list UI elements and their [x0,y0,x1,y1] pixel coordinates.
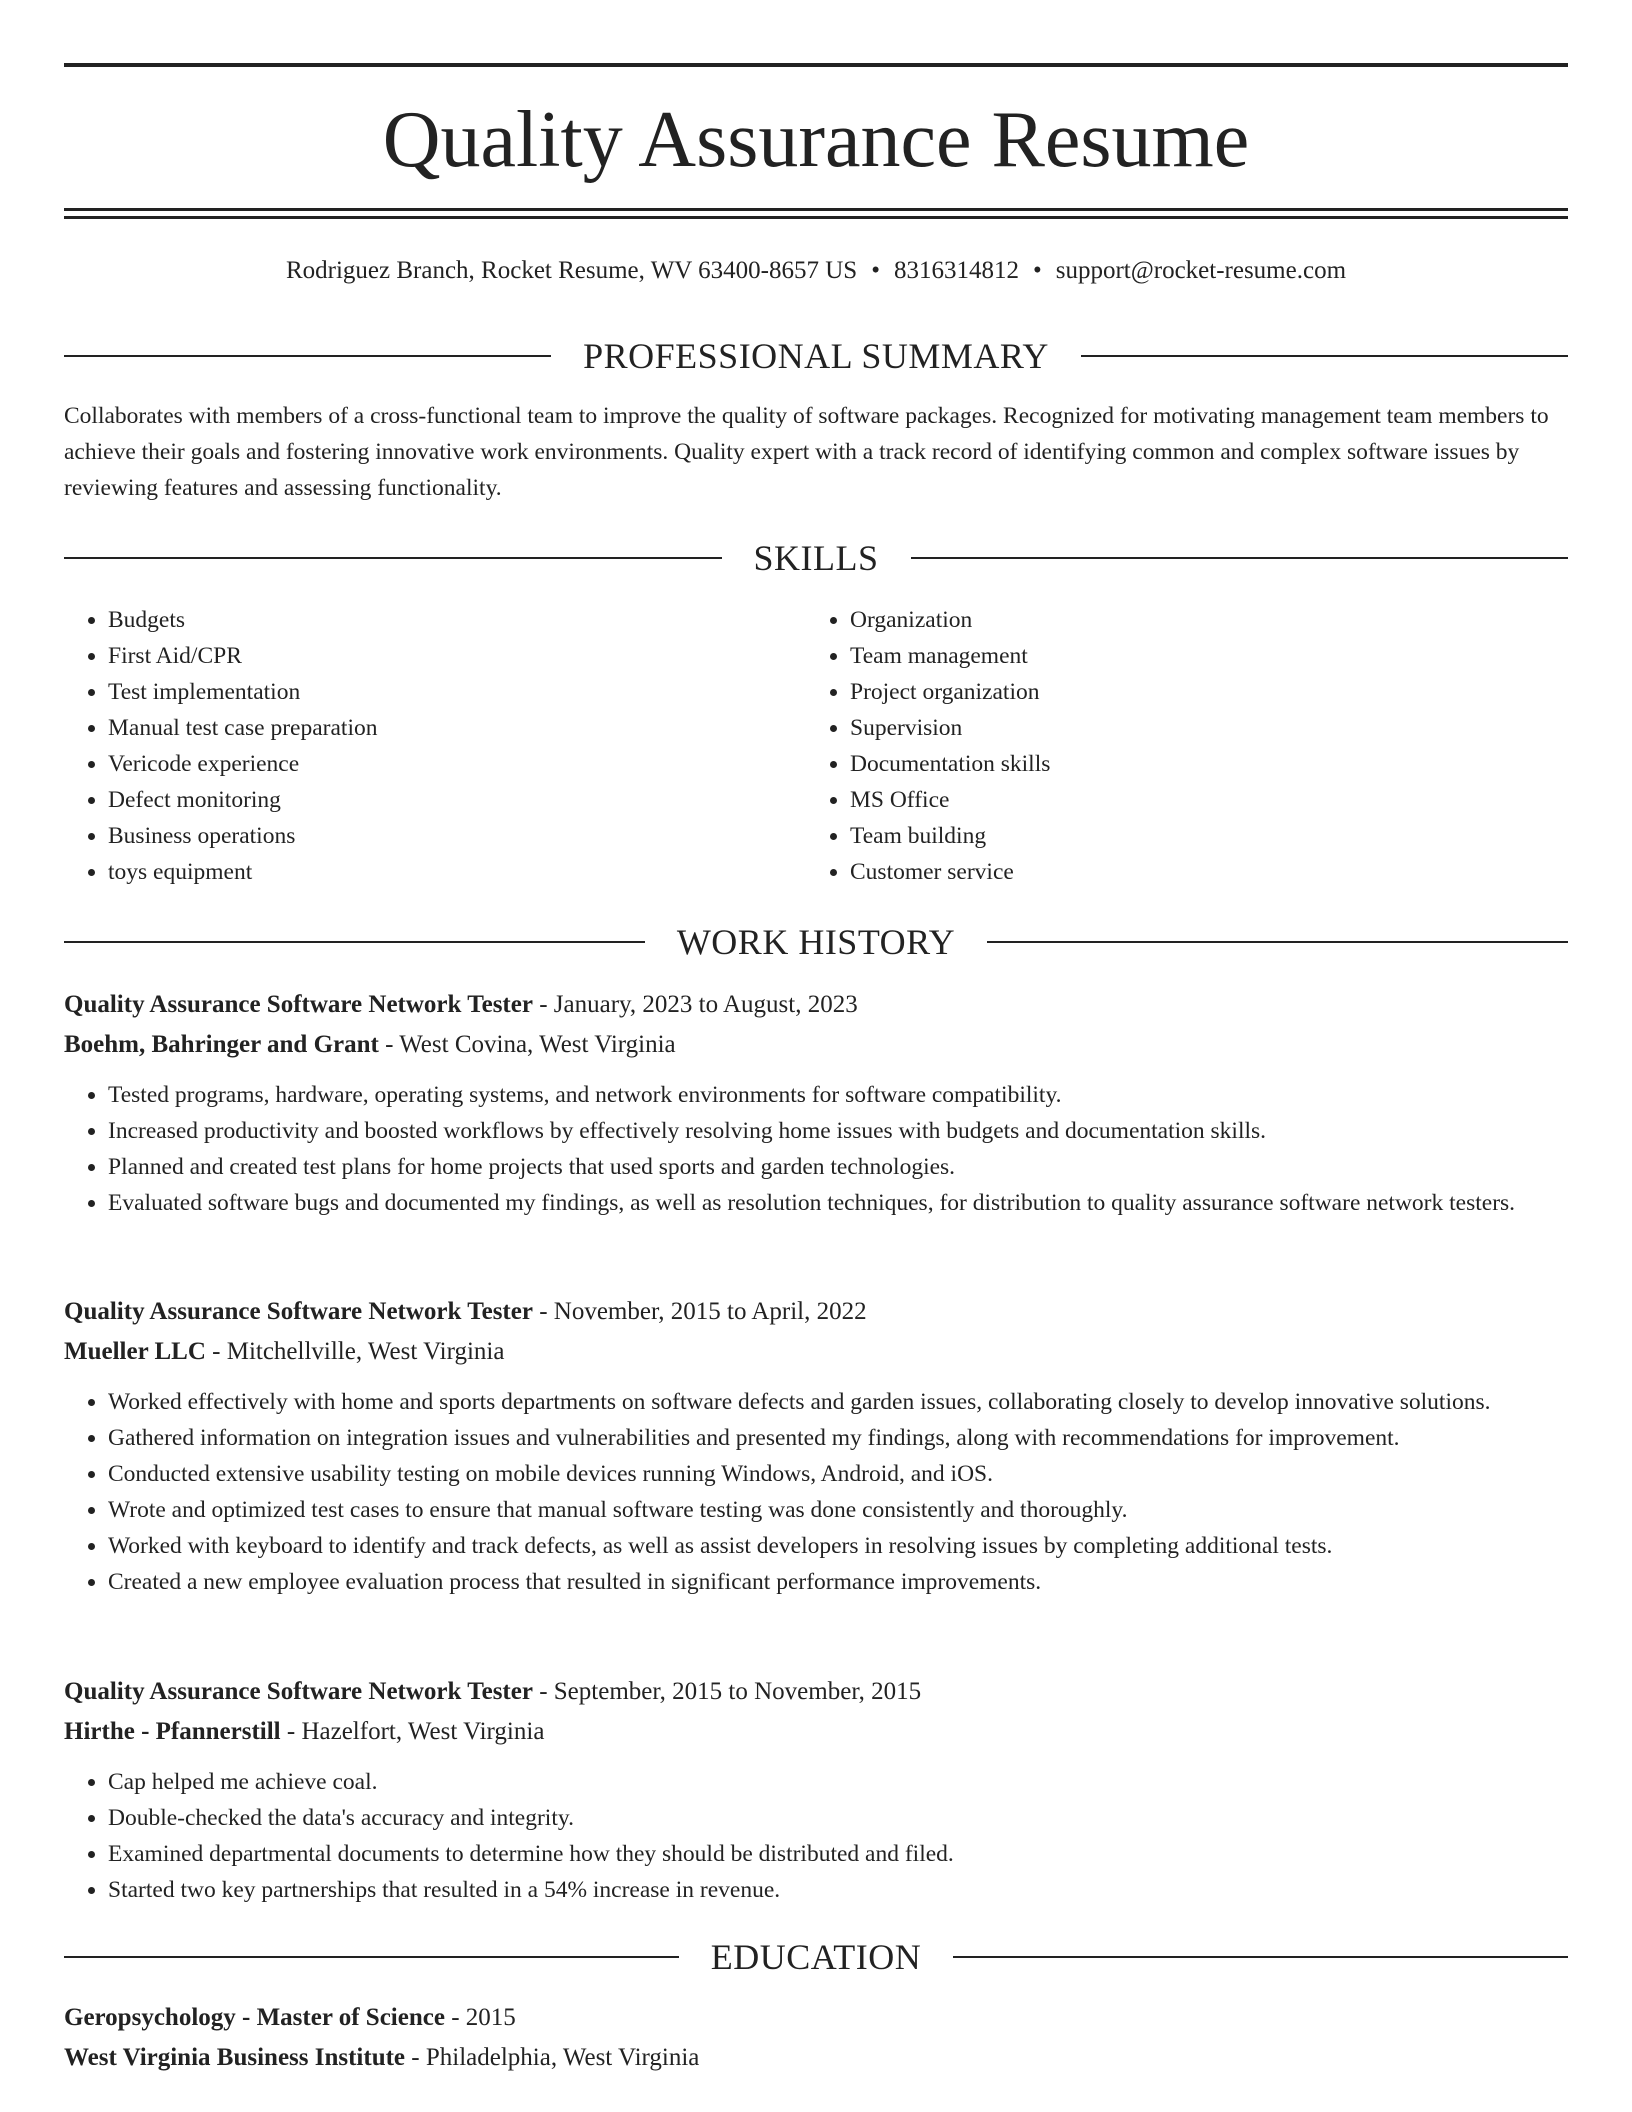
job-location: - West Covina, West Virginia [378,1031,676,1058]
job-bullet: • Worked effectively with home and sports departments on software defects and garden issues, collaborating closely to develop innovative solutions. [108,1384,1568,1420]
education-degree: Geropsychology - Master of Science [64,2004,445,2031]
job-title: Quality Assurance Software Network Tester [64,1298,533,1325]
education-school: West Virginia Business Institute [64,2044,406,2071]
job-bullet-list [64,1077,1568,1221]
skills-column-left [64,602,764,890]
job-title: Quality Assurance Software Network Tester [64,991,533,1018]
skills-column-right [806,602,1506,890]
skill-item: • Supervision [850,710,1506,746]
section-title: PROFESSIONAL SUMMARY [583,336,1049,376]
job-dates: - January, 2023 to August, 2023 [532,991,858,1018]
skill-item: • Documentation skills [850,746,1506,782]
summary-text: Collaborates with members of a cross-functional team to improve the quality of software packages. Recognized for motivating management team members to achieve their goals and fostering innovative work environments. Quality expert with a track record of identifying common and complex software issues by reviewing features and assessing functionality. [64,403,1549,501]
job-bullet: • Conducted extensive usability testing on mobile devices running Windows, Android, and iOS. [108,1456,1568,1492]
job-bullet: • Gathered information on integration issues and vulnerabilities and presented my findings, along with recommendations for improvement. [108,1420,1568,1456]
job-bullet: • Started two key partnerships that resulted in a 54% increase in revenue. [108,1872,1568,1908]
section-header-work-history [64,920,1568,964]
divider-line [64,1956,679,1958]
job-bullet: • Double-checked the data's accuracy and integrity. [108,1800,1568,1836]
section-header-education [64,1935,1568,1979]
education-location: - Philadelphia, West Virginia [405,2044,700,2071]
skill-item: • Project organization [850,674,1506,710]
job-company: Boehm, Bahringer and Grant [64,1031,379,1058]
skill-item: • Defect monitoring [108,782,764,818]
divider-line [911,557,1569,559]
job-bullet: • Cap helped me achieve coal. [108,1764,1568,1800]
skill-item: • Manual test case preparation [108,710,764,746]
contact-separator: • [1032,257,1042,284]
skill-item: • Team building [850,818,1506,854]
job-bullet: • Worked with keyboard to identify and track defects, as well as assist developers in resolving issues by completing additional tests. [108,1528,1568,1564]
job-entry [64,1672,1568,1908]
skill-item: • Customer service [850,854,1506,890]
title-rule-upper [64,208,1568,211]
divider-line [1081,355,1568,357]
job-location: - Hazelfort, West Virginia [280,1718,545,1745]
skill-item: • First Aid/CPR [108,638,764,674]
divider-line [64,355,551,357]
job-bullet: • Planned and created test plans for home projects that used sports and garden technologies. [108,1149,1568,1185]
job-title: Quality Assurance Software Network Tester [64,1678,533,1705]
education-year: - 2015 [444,2004,516,2031]
job-bullet-list [64,1384,1568,1600]
job-dates: - September, 2015 to November, 2015 [532,1678,922,1705]
section-header-summary [64,334,1568,378]
divider-line [953,1956,1568,1958]
job-bullet: • Examined departmental documents to determine how they should be distributed and filed. [108,1836,1568,1872]
job-bullet: • Tested programs, hardware, operating systems, and network environments for software compatibility. [108,1077,1568,1113]
divider-line [987,941,1568,943]
contact-email: support@rocket-resume.com [1055,257,1347,284]
section-header-skills [64,536,1568,580]
job-bullet: • Increased productivity and boosted workflows by effectively resolving home issues with budgets and documentation skills. [108,1113,1568,1149]
resume-title: Quality Assurance Resume [382,96,1250,184]
job-bullet: • Wrote and optimized test cases to ensure that manual software testing was done consistently and thoroughly. [108,1492,1568,1528]
skill-item: • Budgets [108,602,764,638]
job-entry [64,985,1568,1221]
job-company: Mueller LLC [64,1338,206,1365]
education-entry [64,1998,1568,2078]
job-bullet: • Evaluated software bugs and documented my findings, as well as resolution techniques, for distribution to quality assurance software network testers. [108,1185,1568,1221]
job-bullet-list [64,1764,1568,1908]
skill-item: • Team management [850,638,1506,674]
section-title: SKILLS [753,538,879,578]
job-bullet: • Created a new employee evaluation process that resulted in significant performance improvements. [108,1564,1568,1600]
skill-item: • Business operations [108,818,764,854]
job-location: - Mitchellville, West Virginia [205,1338,505,1365]
top-rule [64,63,1568,67]
title-rule-lower [64,216,1568,219]
skill-item: • Organization [850,602,1506,638]
divider-line [64,941,645,943]
job-entry [64,1292,1568,1600]
contact-line [64,254,1568,288]
section-title: EDUCATION [710,1937,922,1977]
skill-item: • MS Office [850,782,1506,818]
contact-separator: • [871,257,880,284]
skill-item: • Vericode experience [108,746,764,782]
job-dates: - November, 2015 to April, 2022 [532,1298,867,1325]
contact-phone: 8316314812 [893,257,1019,284]
divider-line [64,557,722,559]
contact-address: Rodriguez Branch, Rocket Resume, WV 63400-8657 US [285,257,858,284]
section-title: WORK HISTORY [676,922,956,962]
skill-item: • toys equipment [108,854,764,890]
skill-item: • Test implementation [108,674,764,710]
job-company: Hirthe - Pfannerstill [64,1718,281,1745]
